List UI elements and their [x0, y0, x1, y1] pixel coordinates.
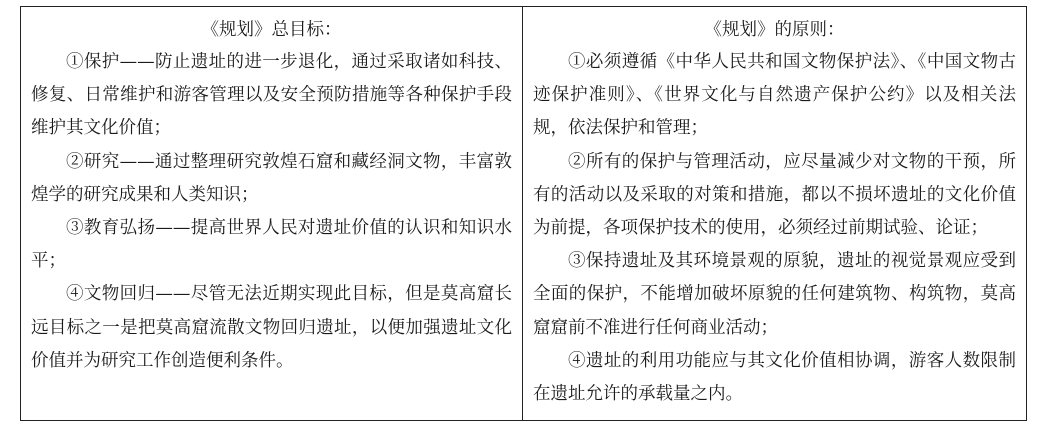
- goal-item-research: ②研究——通过整理研究敦煌石窟和藏经洞文物，丰富敦煌学的研究成果和人类知识；: [31, 151, 512, 205]
- principles-heading: 《规划》的原则：: [704, 20, 845, 40]
- goal-item-protection: ①保护——防止遗址的进一步退化，通过采取诸如科技、修复、日常维护和游客管理以及安全预防措施等各种保护手段维护其文化价值；: [31, 52, 512, 139]
- principle-item-visitor-capacity: ④遗址的利用功能应与其文化价值相协调，游客人数限制在遗址允许的承载量之内。: [533, 350, 1016, 405]
- plan-table: [20, 6, 1027, 421]
- goals-heading: 《规划》总目标：: [201, 20, 342, 40]
- principle-item-landscape: ③保持遗址及其环境景观的原貌，遗址的视觉景观应受到全面的保护，不能增加破坏原貌的任何建筑物、构筑物，莫高窟窟前不准进行任何商业活动；: [533, 251, 1016, 338]
- goal-item-education: ③教育弘扬——提高世界人民对遗址价值的认识和知识水平；: [31, 218, 512, 272]
- principle-item-law: ①必须遵循《中华人民共和国文物保护法》、《中国文物古迹保护准则》、《世界文化与自然遗产保护公约》以及相关法规，依法保护和管理；: [533, 52, 1016, 139]
- goal-item-repatriation: ④文物回归——尽管无法近期实现此目标，但是莫高窟长远目标之一是把莫高窟流散文物回归遗址，以便加强遗址文化价值并为研究工作创造便利条件。: [31, 284, 512, 371]
- goals-column: [21, 7, 523, 420]
- principle-item-minimal-intervention: ②所有的保护与管理活动，应尽量减少对文物的干预，所有的活动以及采取的对策和措施，都以不损坏遗址的文化价值为前提，各项保护技术的使用，必须经过前期试验、论证；: [533, 151, 1016, 239]
- principles-column: [523, 7, 1026, 420]
